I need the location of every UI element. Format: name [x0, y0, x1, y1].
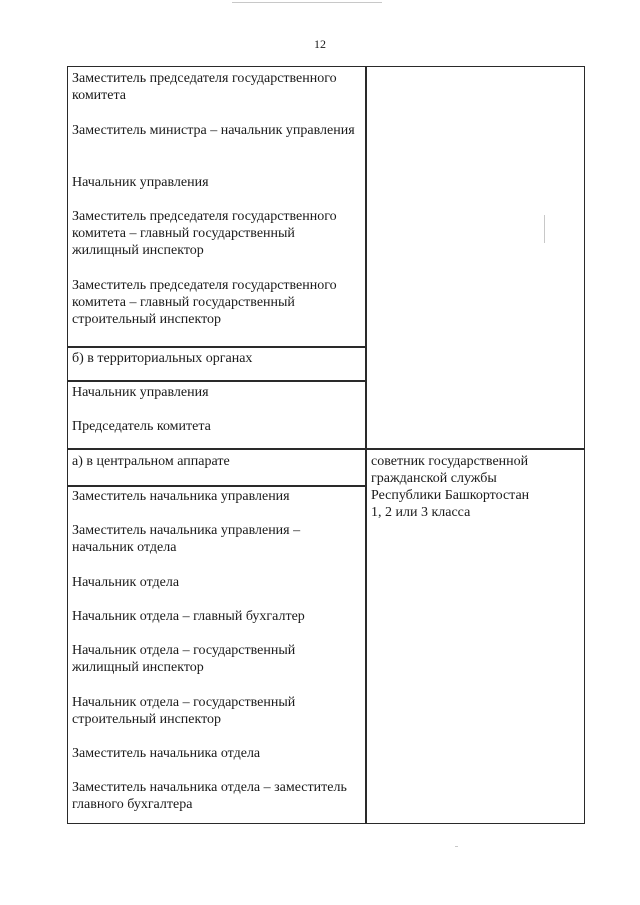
scan-artifact — [455, 846, 458, 847]
position-title: Начальник управления — [72, 385, 209, 400]
position-title: Начальник отдела – государственный жилищный инспектор — [72, 643, 296, 675]
position-title: Начальник управления — [72, 175, 209, 190]
civil-service-rank — [371, 453, 583, 521]
row-divider — [68, 346, 365, 348]
positions-table — [67, 66, 585, 824]
position-title: Председатель комитета — [72, 419, 211, 434]
position-title: Заместитель начальника отдела – заместитель главного бухгалтера — [72, 780, 347, 812]
rank-line: 1, 2 или 3 класса — [371, 505, 471, 520]
rank-line: Республики Башкортостан — [371, 488, 530, 503]
position-title: Начальник отдела – государственный строительный инспектор — [72, 695, 296, 727]
position-title: Заместитель председателя государственного комитета — [72, 71, 337, 103]
position-title: Заместитель начальника управления – начальник отдела — [72, 523, 301, 555]
rank-line: гражданской службы — [371, 471, 497, 486]
section-divider — [68, 448, 584, 450]
scan-artifact — [232, 2, 382, 3]
position-title: Заместитель председателя государственного комитета – главный государственный жилищный инспектор — [72, 209, 337, 258]
position-title: Заместитель министра – начальник управления — [72, 123, 355, 138]
page-number: 12 — [314, 37, 326, 51]
position-title: Заместитель председателя государственного комитета – главный государственный строительный инспектор — [72, 278, 337, 327]
rank-line: советник государственной — [371, 454, 529, 469]
position-title: Заместитель начальника отдела — [72, 746, 261, 761]
position-title: Начальник отдела – главный бухгалтер — [72, 609, 305, 624]
section-subheading: б) в территориальных органах — [72, 351, 253, 366]
position-title: Заместитель начальника управления — [72, 489, 290, 504]
section-subheading: а) в центральном аппарате — [72, 454, 230, 469]
scan-artifact — [544, 215, 545, 243]
column-divider — [365, 67, 367, 823]
position-title: Начальник отдела — [72, 575, 180, 590]
row-divider — [68, 485, 365, 487]
row-divider — [68, 380, 365, 382]
